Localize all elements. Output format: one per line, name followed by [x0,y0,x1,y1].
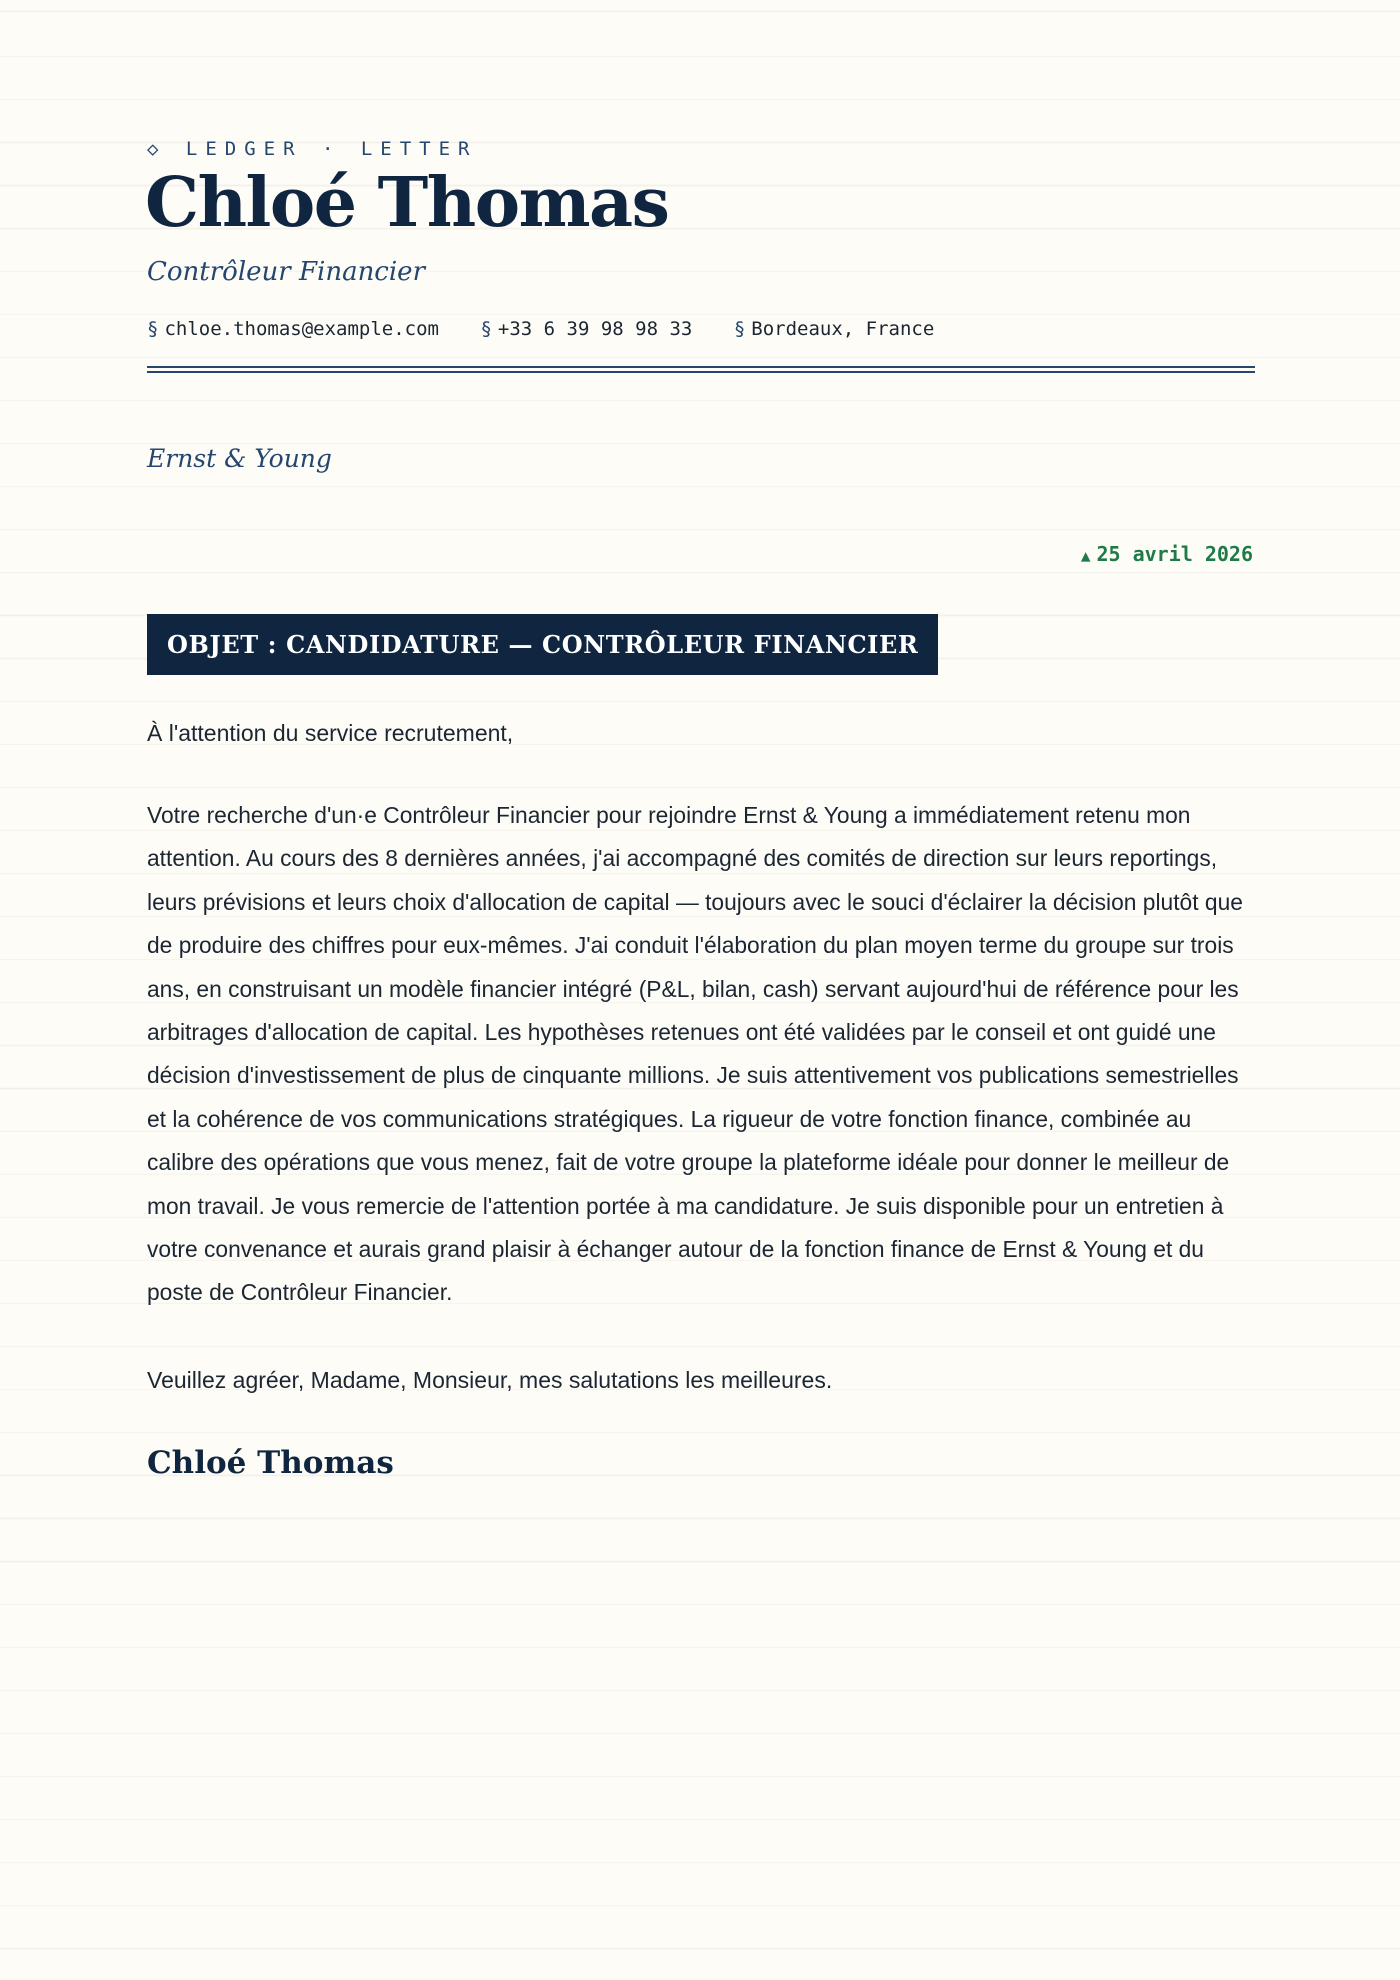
contact-email[interactable] [147,318,439,340]
header-double-rule [147,366,1255,373]
contact-location-value: Bordeaux, France [751,318,935,340]
letter-date-text: 25 avril 2026 [1096,542,1253,566]
contact-location [734,318,934,340]
recipient-company: Ernst & Young [147,444,332,473]
section-mark-icon: § [480,318,492,340]
triangle-up-icon: ▲ [1080,546,1091,565]
contact-line [147,318,964,340]
letter-body: Votre recherche d'un·e Contrôleur Financier pour rejoindre Ernst & Young a immédiatement retenu mon attention. Au cours des 8 dernières années, j'ai accompagné des comités de direction sur leurs reportings, leurs prévisions et leurs choix d'allocation de capital — toujours avec le souci d'éclairer la décision plutôt que de produire des chiffres pour eux-mêmes. J'ai conduit l'élaboration du plan moyen terme du groupe sur trois ans, en construisant un modèle financier intégré (P&L, bilan, cash) servant aujourd'hui de référence pour les arbitrages d'allocation de capital. Les hypothèses retenues ont été validées par le conseil et ont guidé une décision d'investissement de plus de cinquante millions. Je suis attentivement vos publications semestrielles et la cohérence de vos communications stratégiques. La rigueur de votre fonction finance, combinée au calibre des opérations que vous menez, fait de votre groupe la plateforme idéale pour donner le meilleur de mon travail. Je vous remercie de l'attention portée à ma candidature. Je suis disponible pour un entretien à votre convenance et aurais grand plaisir à échanger autour de la fonction finance de Ernst & Young et du poste de Contrôleur Financier. [147,802,1243,1306]
contact-email-value: chloe.thomas@example.com [164,318,439,340]
subject-banner: OBJET : CANDIDATURE — CONTRÔLEUR FINANCIER [147,614,938,675]
section-mark-icon: § [733,318,746,340]
contact-phone[interactable] [480,318,692,340]
letter-date [1081,542,1253,566]
section-mark-icon: § [147,318,159,340]
letter-kicker: ◇ LEDGER · LETTER [147,138,478,160]
sender-role: Contrôleur Financier [147,257,426,287]
closing-formula: Veuillez agréer, Madame, Monsieur, mes salutations les meilleures. [147,1367,833,1393]
sender-name: Chloé Thomas [145,163,669,243]
signature: Chloé Thomas [147,1445,394,1481]
contact-phone-value: +33 6 39 98 98 33 [497,318,693,340]
salutation: À l'attention du service recrutement, [147,720,514,746]
